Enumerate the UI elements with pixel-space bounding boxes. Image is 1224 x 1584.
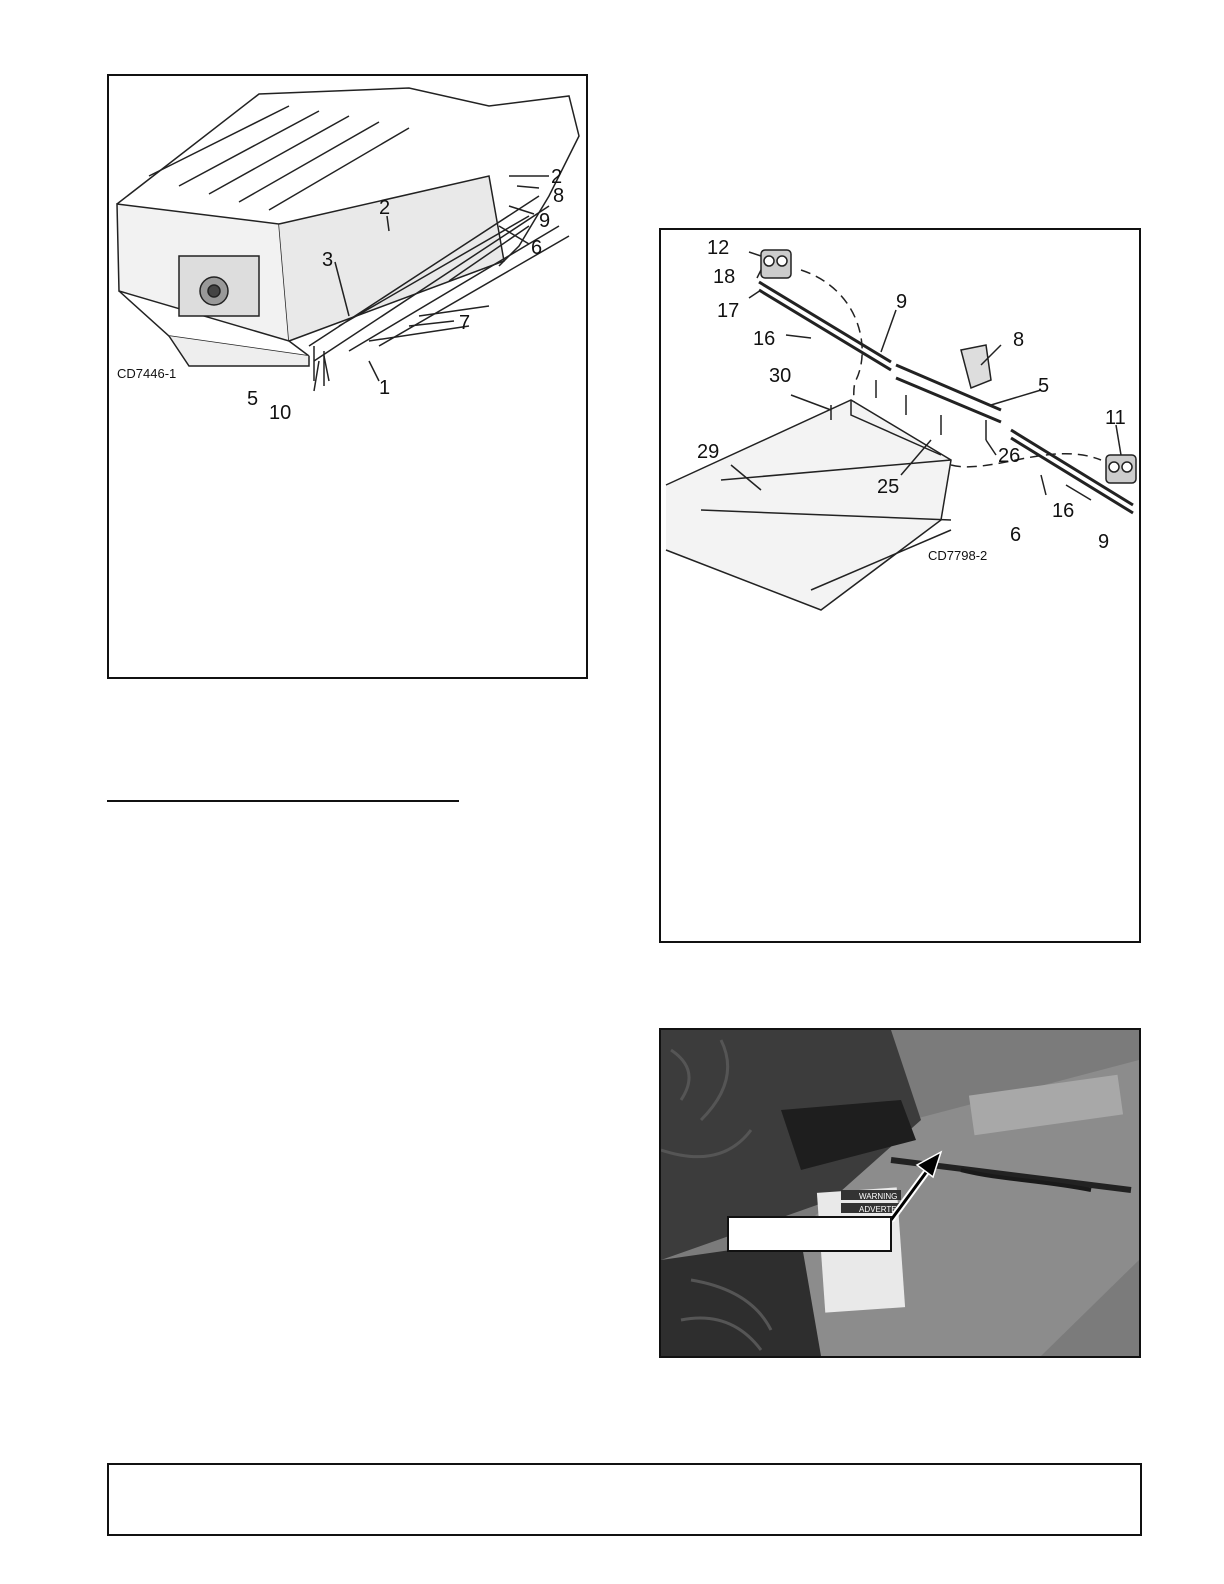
callout: 6	[1010, 524, 1022, 546]
decal-adverte: ADVERTE	[859, 1205, 897, 1214]
figure-right-frame	[659, 228, 1141, 943]
callout: 18	[713, 266, 736, 288]
callout: 25	[877, 476, 900, 498]
callout: 16	[1052, 500, 1075, 522]
callout: 11	[1105, 407, 1126, 429]
callout: 12	[707, 237, 730, 259]
callout: 6	[531, 237, 543, 259]
callout: 5	[247, 388, 259, 410]
callout: 2	[551, 166, 563, 188]
callout: 9	[1098, 531, 1110, 553]
figure-left-drawing	[109, 76, 586, 677]
callout: 7	[459, 312, 471, 334]
figure-left-frame	[107, 74, 588, 679]
photo-frame	[659, 1028, 1141, 1358]
callout: 30	[769, 365, 792, 387]
callout: 8	[1013, 329, 1025, 351]
callout: 9	[896, 291, 908, 313]
callout: 8	[553, 185, 565, 207]
callout: 17	[717, 300, 740, 322]
section-heading-rule	[107, 800, 459, 802]
photo-callout-label	[727, 1216, 892, 1252]
decal-warning: WARNING	[859, 1192, 898, 1201]
callout: 1	[379, 377, 391, 399]
figure-right-drawing	[661, 230, 1139, 941]
callout: 16	[753, 328, 776, 350]
callout: 29	[697, 441, 720, 463]
callout: 10	[269, 402, 292, 424]
callout: 2	[379, 197, 391, 219]
callout: 9	[539, 210, 551, 232]
figure-left-id: CD7446-1	[117, 366, 177, 381]
figure-right-id: CD7798-2	[928, 548, 988, 563]
callout: 5	[1038, 375, 1050, 397]
footer-box	[107, 1463, 1142, 1536]
photo-image	[661, 1030, 1139, 1356]
callout: 3	[322, 249, 334, 271]
callout: 26	[998, 445, 1021, 467]
